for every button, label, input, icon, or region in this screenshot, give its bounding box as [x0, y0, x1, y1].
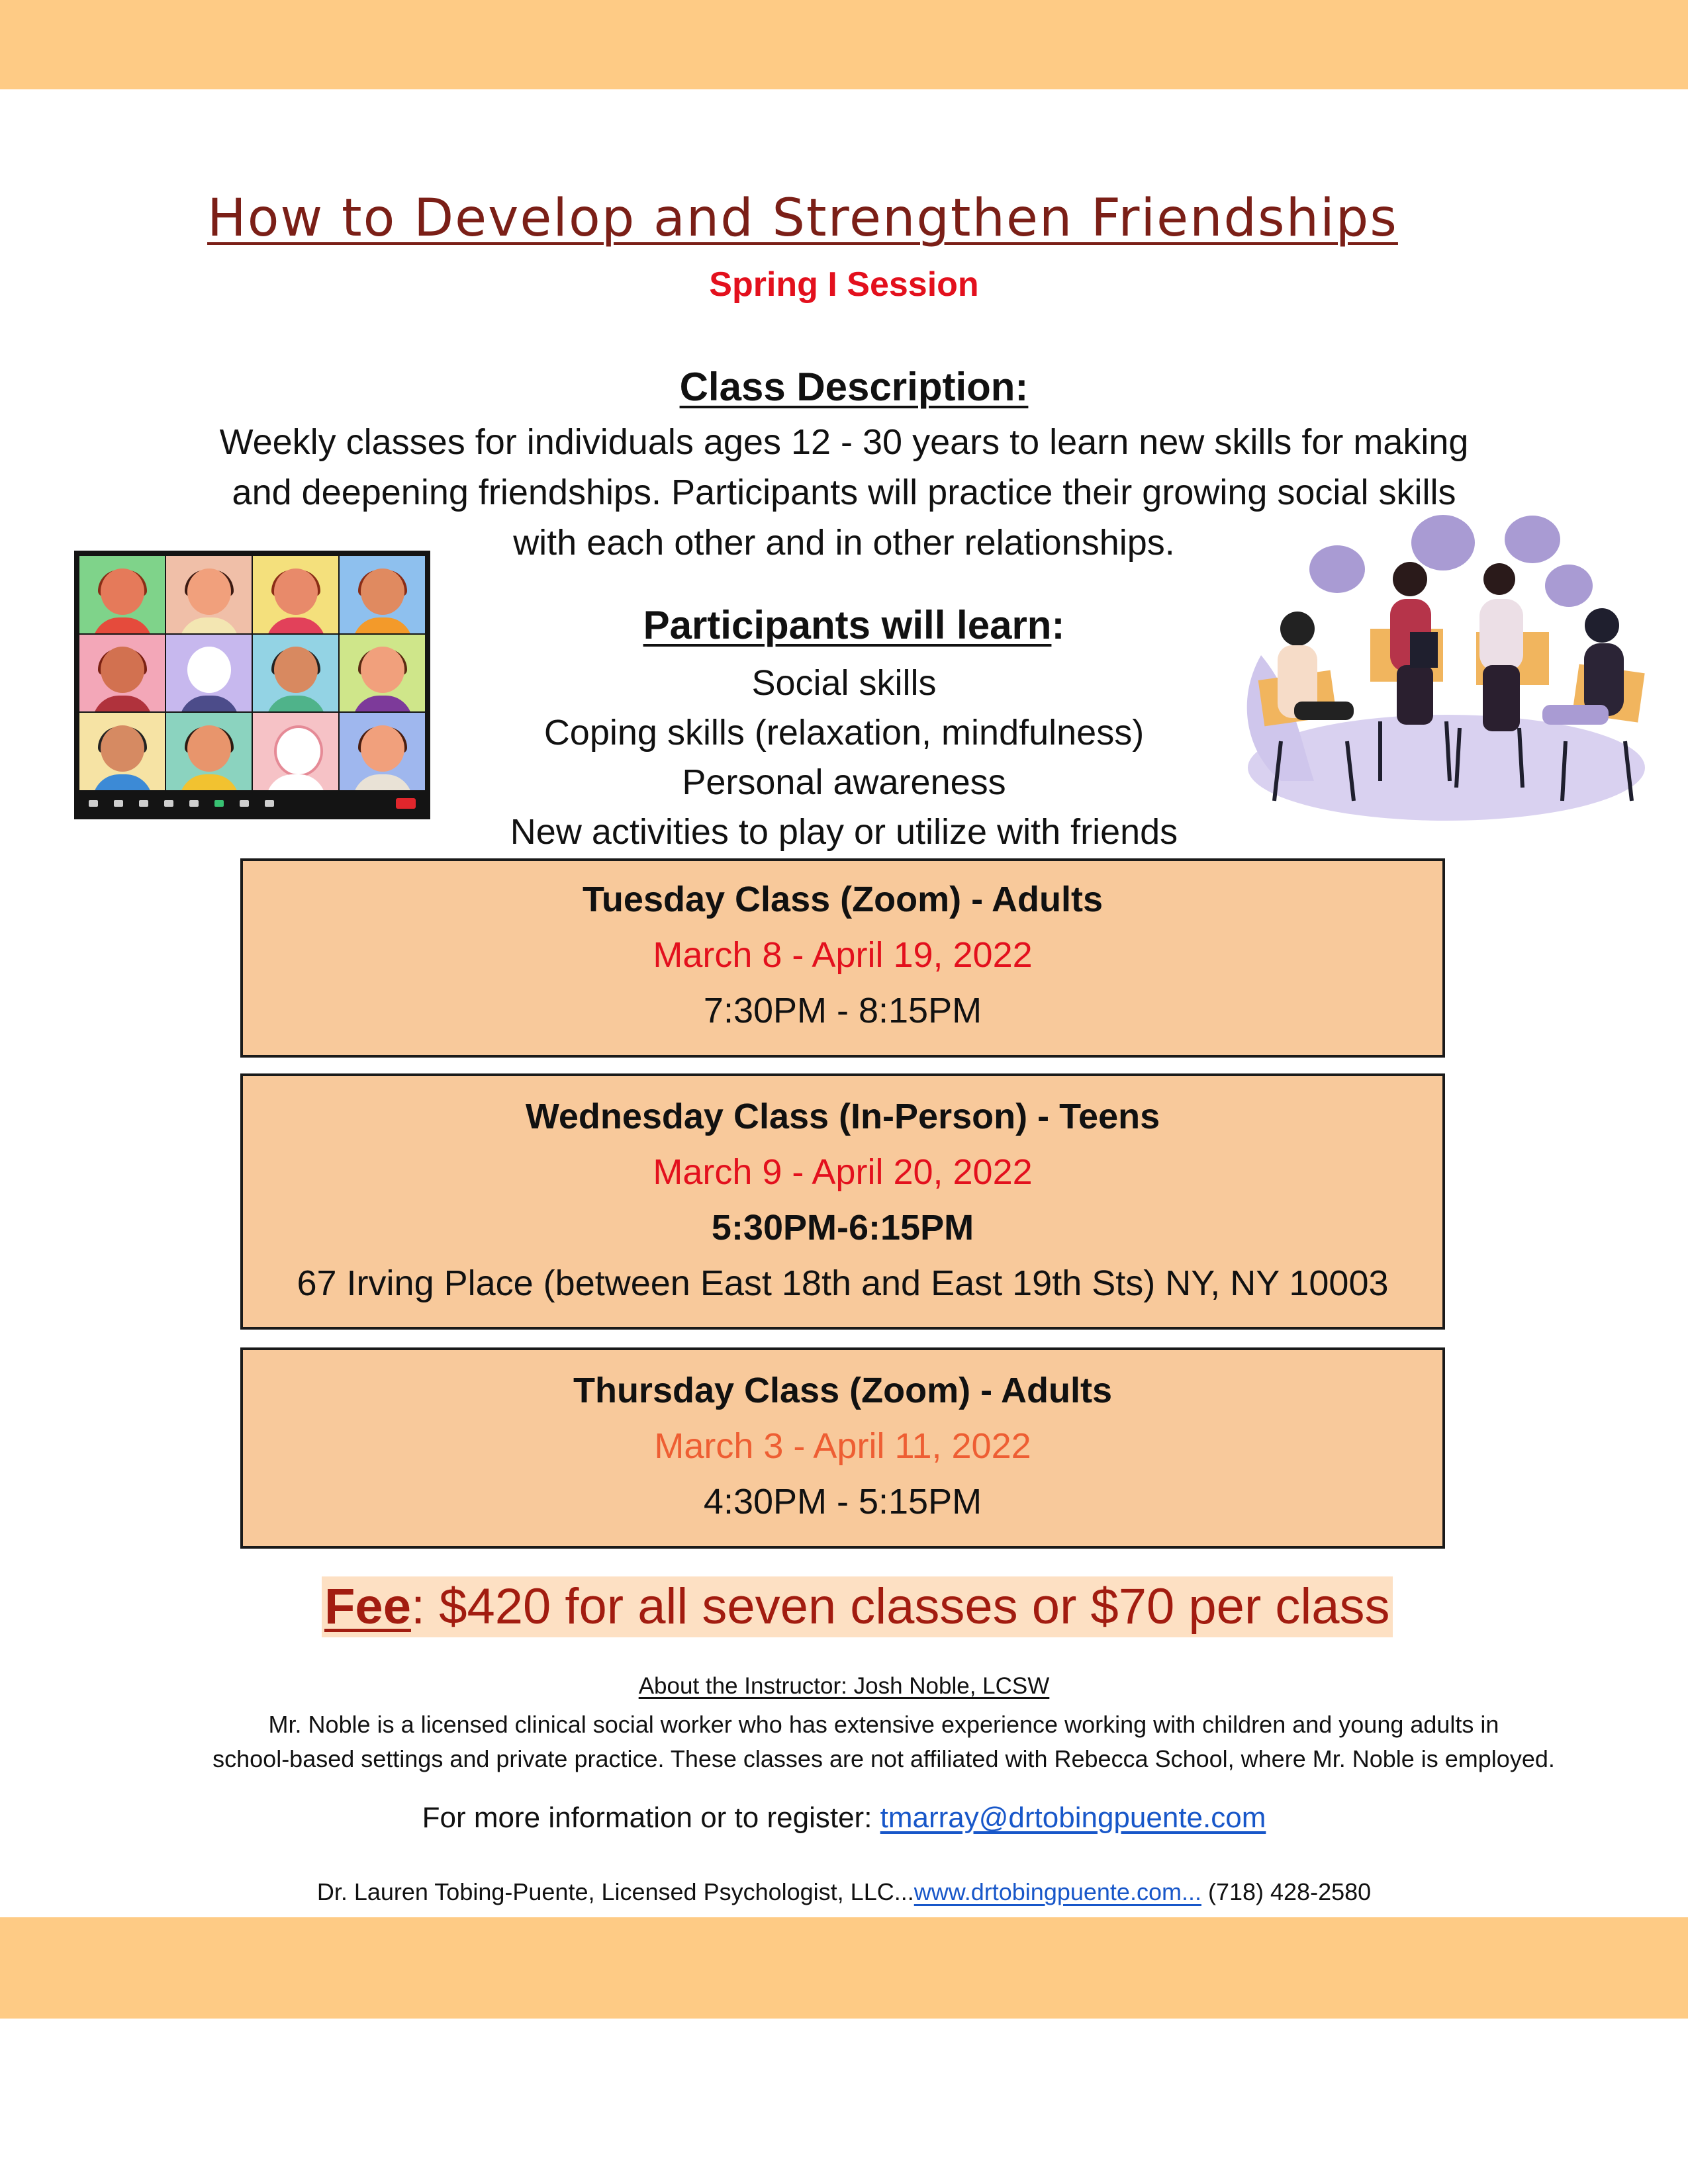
instructor-bio-line: Mr. Noble is a licensed clinical social worker who has extensive experience working with children and young adults in: [268, 1711, 1499, 1738]
class-dates: March 3 - April 11, 2022: [654, 1426, 1031, 1466]
instructor-bio: [106, 1707, 1662, 1776]
class-description-text: Weekly classes for individuals ages 12 - 30 years to learn new skills for making and deepening friendships. Participants will practice their growing social skills with each other and in other relationships.: [219, 422, 1469, 563]
learn-item: Social skills: [751, 663, 937, 703]
class-location: 67 Irving Place (between East 18th and East 19th Sts) NY, NY 10003: [297, 1263, 1389, 1303]
top-color-band: [0, 0, 1688, 89]
footer-contact: [0, 1878, 1688, 1906]
bottom-color-band: [0, 1917, 1688, 2019]
instructor-heading: About the Instructor: Josh Noble, LCSW: [638, 1673, 1050, 1699]
fee-label: Fee: [324, 1578, 411, 1635]
thursday-class-box: [240, 1347, 1445, 1549]
footer-practice-name: Dr. Lauren Tobing-Puente, Licensed Psychologist, LLC...: [316, 1878, 914, 1905]
session-subtitle: Spring I Session: [709, 265, 979, 304]
class-time: 7:30PM - 8:15PM: [703, 991, 982, 1030]
learn-item: Personal awareness: [682, 762, 1006, 802]
learn-heading-colon: :: [1051, 603, 1065, 647]
class-title: Tuesday Class (Zoom) - Adults: [582, 880, 1103, 919]
register-email-link[interactable]: tmarray@drtobingpuente.com: [880, 1801, 1266, 1834]
learn-list: [0, 659, 1688, 857]
learn-heading: [0, 602, 1688, 648]
class-title: Wednesday Class (In-Person) - Teens: [525, 1097, 1160, 1136]
class-dates: March 9 - April 20, 2022: [653, 1152, 1033, 1192]
footer-phone: (718) 428-2580: [1201, 1878, 1372, 1905]
learn-item: Coping skills (relaxation, mindfulness): [543, 713, 1145, 752]
class-time: 5:30PM-6:15PM: [711, 1208, 974, 1248]
fee-line: [322, 1576, 1393, 1637]
tuesday-class-box: [240, 858, 1445, 1058]
class-time: 4:30PM - 5:15PM: [703, 1482, 982, 1522]
class-title: Thursday Class (Zoom) - Adults: [573, 1371, 1113, 1410]
register-prefix: For more information or to register:: [422, 1801, 880, 1834]
learn-heading-text: Participants will learn: [643, 603, 1052, 647]
footer-website-link[interactable]: www.drtobingpuente.com...: [914, 1878, 1201, 1905]
instructor-bio-line: school-based settings and private practice. These classes are not affiliated with Rebecca School, where Mr. Noble is employed.: [212, 1745, 1555, 1772]
class-description-heading: Class Description:: [679, 365, 1029, 409]
wednesday-class-box: [240, 1073, 1445, 1330]
fee-text: : $420 for all seven classes or $70 per class: [410, 1578, 1390, 1635]
learn-item: New activities to play or utilize with friends: [510, 812, 1178, 852]
class-dates: March 8 - April 19, 2022: [653, 935, 1033, 975]
page-title: How to Develop and Strengthen Friendships: [207, 189, 1398, 248]
register-line: [0, 1801, 1688, 1835]
